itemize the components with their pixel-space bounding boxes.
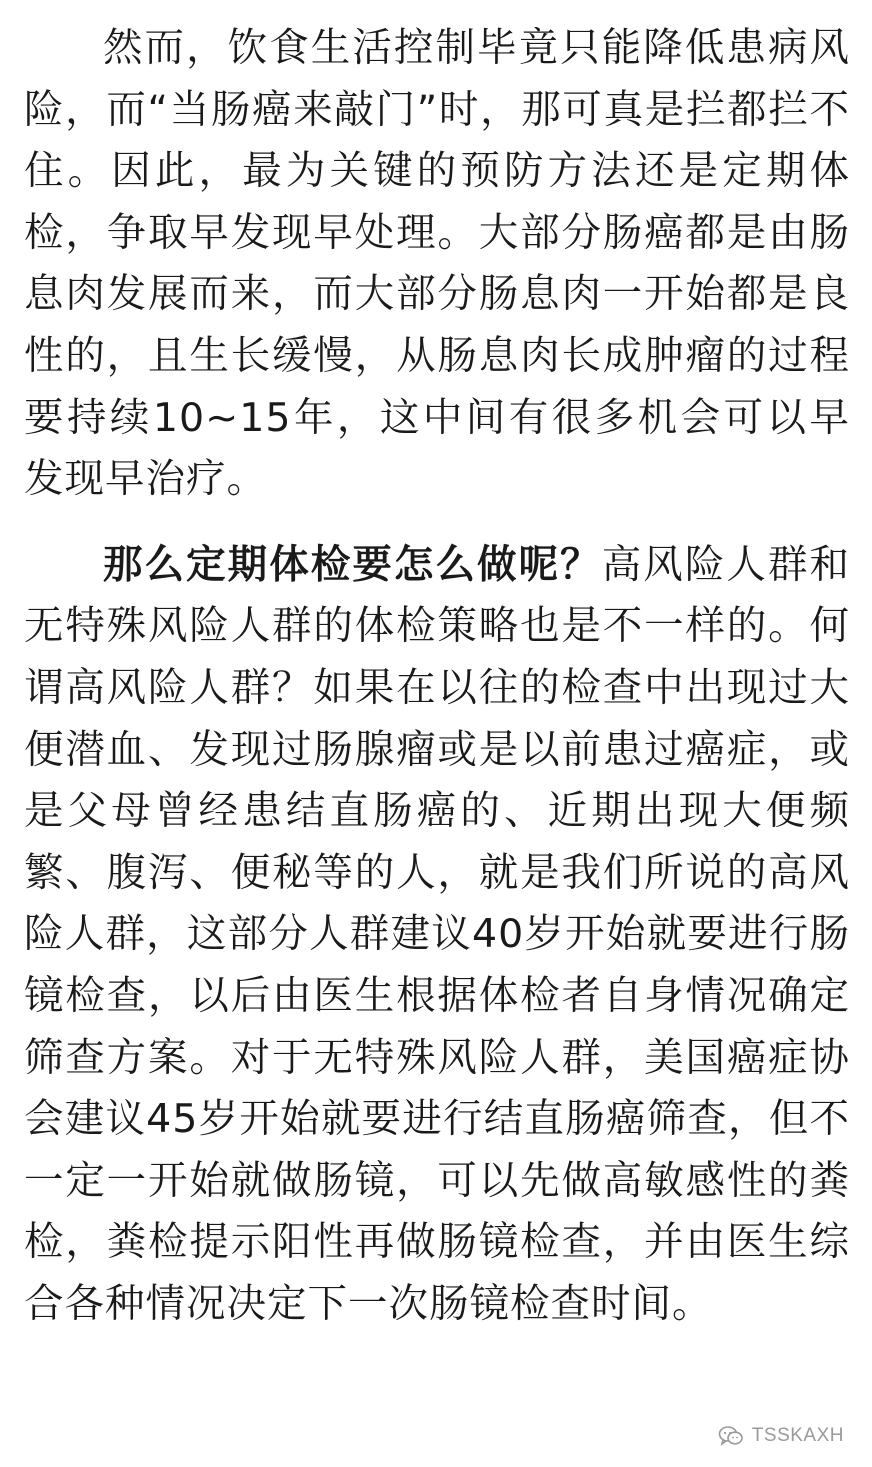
watermark-text: TSSKAXH: [751, 1425, 844, 1446]
watermark: [718, 1425, 844, 1447]
article-body: [24, 18, 850, 1335]
article-paragraph-1: [24, 18, 850, 511]
article-paragraph-2: [24, 535, 850, 1336]
paragraph-2-text: 高风险人群和无特殊风险人群的体检策略也是不一样的。何谓高风险人群？如果在以往的检查中出现过大便潜血、发现过肠腺瘤或是以前患过癌症，或是父母曾经患结直肠癌的、近期出现大便频繁、腹泻、便秘等的人，就是我们所说的高风险人群，这部分人群建议40岁开始就要进行肠镜检查，以后由医生根据体检者自身情况确定筛查方案。对于无特殊风险人群，美国癌症协会建议45岁开始就要进行结直肠癌筛查，但不一定一开始就做肠镜，可以先做高敏感性的粪检，粪检提示阳性再做肠镜检查，并由医生综合各种情况决定下一次肠镜检查时间。: [24, 541, 851, 1327]
paragraph-2-heading: 那么定期体检要怎么做呢？: [103, 541, 602, 588]
wechat-icon: [718, 1425, 744, 1447]
paragraph-1-text: 然而，饮食生活控制毕竟只能降低患病风险，而“当肠癌来敲门”时，那可真是拦都拦不住。因此，最为关键的预防方法还是定期体检，争取早发现早处理。大部分肠癌都是由肠息肉发展而来，而大部分肠息肉一开始都是良性的，且生长缓慢，从肠息肉长成肿瘤的过程要持续10~15年，这中间有很多机会可以早发现早治疗。: [24, 25, 850, 503]
